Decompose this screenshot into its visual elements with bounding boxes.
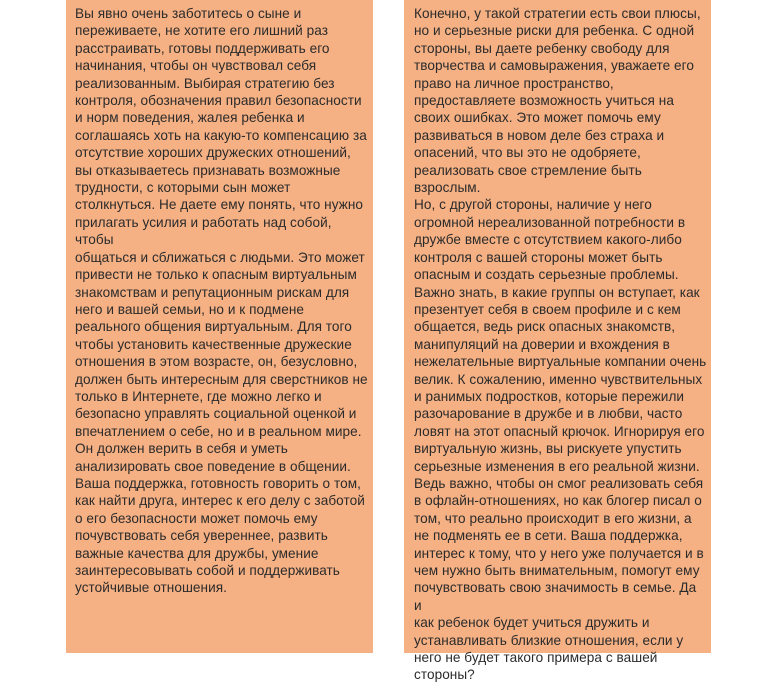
card-right-text: Конечно, у такой стратегии есть свои плюсы, но и серьезные риски для ребенка. С одной стороны, вы даете ребенку свободу для творчества и самовыражения, уважаете его право на личное пространство, предоставляете возможность учиться на своих ошибках. Это может помочь ему развиваться в новом деле без страха и опасений, что вы это не одобряете, реализовать свое стремление быть взрослым. Но, с другой стороны, наличие у него огромной нереализованной потребности в дружбе вместе с отсутствием какого-либо контроля с вашей стороны может быть опасным и создать серьезные проблемы. Важно знать, в какие группы он вступает, как презентует себя в своем профиле и с кем общается, ведь риск опасных знакомств, манипуляций на доверии и вхождения в нежелательные виртуальные компании очень велик. К сожалению, именно чувствительных и ранимых подростков, которые пережили разочарование в дружбе и в любви, часто ловят на этот опасный крючок. Игнорируя его виртуальную жизнь, вы рискуете упустить серьезные изменения в его реальной жизни. Ведь важно, чтобы он смог реализовать себя в офлайн-отношениях, но как блогер писал о том, что реально происходит в его жизни, а не подменять ее в сети. Ваша поддержка, интерес к тому, что у него уже получается и в чем нужно быть внимательным, помогут ему почувствовать свою значимость в семье. Да и как ребенок будет учиться дружить и устанавливать близкие отношения, если у него не будет такого примера с вашей стороны? [414,6,707,683]
feedback-card-right [404,0,711,683]
feedback-card-left [66,0,373,653]
card-left-text: Вы явно очень заботитесь о сыне и переживаете, не хотите его лишний раз расстраивать, готовы поддерживать его начинания, чтобы он чувствовал себя реализованным. Выбирая стратегию без контроля, обозначения правил безопасности и норм поведения, жалея ребенка и соглашаясь хоть на какую-то компенсацию за отсутствие хороших дружеских отношений, вы отказываетесь признавать возможные трудности, с которыми сын может столкнуться. Не даете ему понять, что нужно прилагать усилия и работать над собой, чтобы общаться и сближаться с людьми. Это может привести не только к опасным виртуальным знакомствам и репутационным рискам для него и вашей семьи, но и к подмене реального общения виртуальным. Для того чтобы установить качественные дружеские отношения в этом возрасте, он, безусловно, должен быть интересным для сверстников не только в Интернете, где можно легко и безопасно управлять социальной оценкой и впечатлением о себе, но и в реальном мире. Он должен верить в себя и уметь анализировать свое поведение в общении. Ваша поддержка, готовность говорить о том, как найти друга, интерес к его делу с заботой о его безопасности может помочь ему почувствовать себя увереннее, развить важные качества для дружбы, умение заинтересовывать собой и поддерживать устойчивые отношения. [75,6,368,596]
